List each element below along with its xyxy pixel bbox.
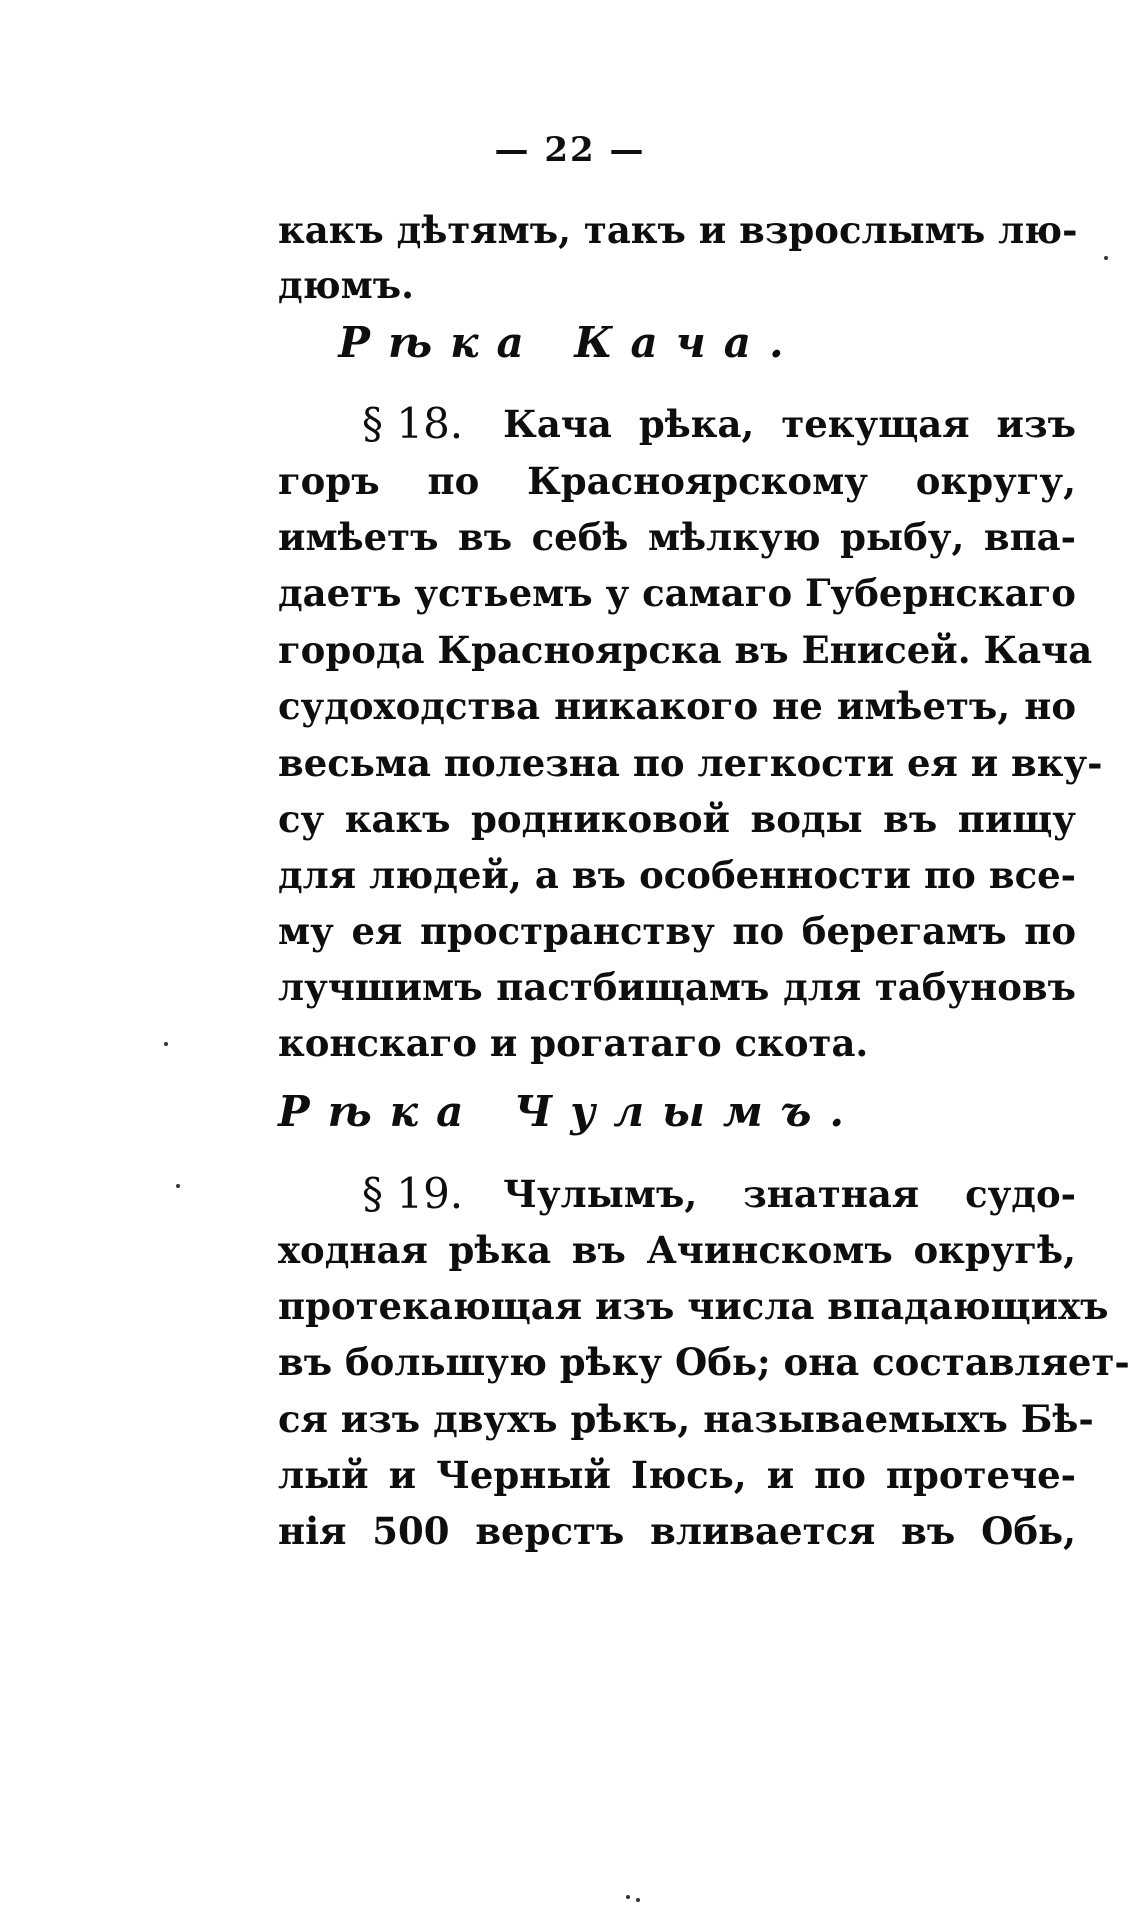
scan-speck: [626, 1895, 630, 1899]
scan-speck: [636, 1898, 640, 1902]
text-line: нія 500 верстъ вливается въ Обь,: [278, 1509, 1076, 1553]
text-line: горъ по Красноярскому округу,: [278, 459, 1076, 503]
section-number: § 18.: [362, 399, 464, 448]
text-line: му ея пространству по берегамъ по: [278, 909, 1076, 953]
text-line: дюмъ.: [278, 263, 415, 307]
paragraph-first-line: [362, 1169, 1076, 1218]
section-number: § 19.: [362, 1169, 464, 1218]
page-number: — 22 —: [494, 130, 646, 170]
text-line: имѣетъ въ себѣ мѣлкую рыбу, впа-: [278, 515, 1076, 559]
scan-speck: [176, 1184, 180, 1188]
text-line: даетъ устьемъ у самаго Губернскаго: [278, 571, 1076, 615]
text-line: ходная рѣка въ Ачинскомъ округѣ,: [278, 1228, 1076, 1272]
text-line: въ большую рѣку Обь; она составляет-: [278, 1340, 1130, 1384]
scan-speck: [164, 1042, 168, 1046]
paragraph-first-line: [362, 399, 1076, 448]
text-line: Кача рѣка, текущая изъ: [503, 402, 1076, 446]
text-line: су какъ родниковой воды въ пищу: [278, 797, 1076, 841]
text-line: весьма полезна по легкости ея и вку-: [278, 741, 1103, 785]
text-line: какъ дѣтямъ, такъ и взрослымъ лю-: [278, 208, 1078, 252]
text-line: Чулымъ, знатная судо-: [503, 1172, 1076, 1216]
text-line: ся изъ двухъ рѣкъ, называемыхъ Бѣ-: [278, 1397, 1094, 1441]
section-heading: Рѣка Кача.: [338, 318, 802, 367]
text-line: лучшимъ пастбищамъ для табуновъ: [278, 965, 1076, 1009]
text-line: города Красноярска въ Енисей. Кача: [278, 628, 1093, 672]
text-line: протекающая изъ числа впадающихъ: [278, 1284, 1109, 1328]
text-line: судоходства никакого не имѣетъ, но: [278, 684, 1076, 728]
text-line: для людей, а въ особенности по все-: [278, 853, 1076, 897]
text-line: конскаго и рогатаго скота.: [278, 1021, 869, 1065]
section-heading: Рѣка Чулымъ.: [278, 1087, 862, 1136]
text-line: лый и Черный Іюсь, и по протече-: [278, 1453, 1076, 1497]
scan-speck: [1104, 256, 1108, 260]
